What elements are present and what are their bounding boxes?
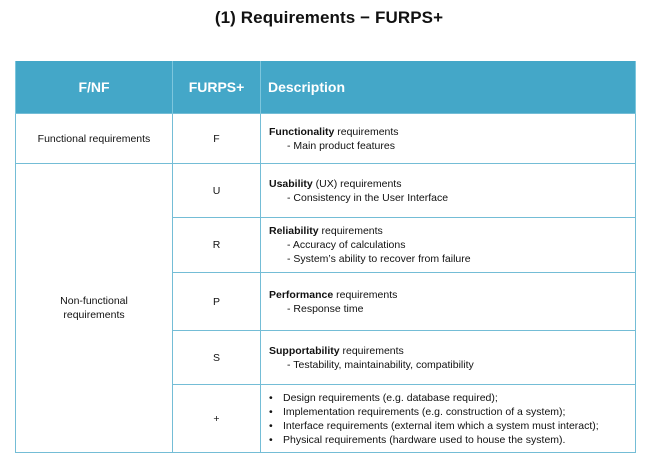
requirement-name: Performance	[269, 288, 334, 301]
requirement-name: Supportability	[269, 344, 340, 357]
furps-letter-plus: +	[173, 385, 261, 453]
description-performance	[261, 273, 636, 331]
requirement-suffix: requirements	[333, 288, 398, 301]
group-non-functional: Non-functional requirements	[16, 164, 173, 453]
list-item: • Physical requirements (hardware used to house the system).	[269, 433, 635, 447]
furps-letter-u: U	[173, 164, 261, 218]
header-furps: FURPS+	[173, 61, 261, 114]
requirement-suffix: requirements	[339, 344, 404, 357]
furps-letter-s: S	[173, 331, 261, 385]
list-item: • Design requirements (e.g. database required);	[269, 391, 635, 405]
sub-item: - Response time	[287, 302, 364, 315]
requirement-suffix: requirements	[318, 225, 383, 237]
sub-item: - Testability, maintainability, compatibility	[287, 358, 474, 371]
sub-item: - System’s ability to recover from failure	[287, 253, 471, 265]
description-functionality	[261, 114, 636, 164]
furps-letter-f: F	[173, 114, 261, 164]
header-fnf: F/NF	[16, 61, 173, 114]
group-functional: Functional requirements	[16, 114, 173, 164]
table-row-f	[16, 114, 636, 164]
list-item: • Interface requirements (external item which a system must interact);	[269, 419, 635, 433]
description-other	[261, 385, 636, 453]
other-requirements-list	[269, 391, 635, 447]
header-row	[16, 61, 636, 114]
list-item: • Implementation requirements (e.g. construction of a system);	[269, 405, 635, 419]
description-reliability	[261, 218, 636, 273]
requirement-suffix: (UX) requirements	[312, 177, 402, 190]
requirement-name: Reliability	[269, 225, 319, 237]
table-row-u	[16, 164, 636, 218]
furps-letter-p: P	[173, 273, 261, 331]
requirement-name: Usability	[269, 177, 313, 190]
furps-letter-r: R	[173, 218, 261, 273]
requirement-name: Functionality	[269, 125, 335, 138]
header-description: Description	[261, 61, 636, 114]
sub-item: - Main product features	[287, 139, 395, 152]
sub-item: - Consistency in the User Interface	[287, 191, 449, 204]
page-title: (1) Requirements − FURPS+	[214, 8, 444, 27]
furps-table	[15, 61, 636, 453]
description-usability	[261, 164, 636, 218]
sub-item: - Accuracy of calculations	[287, 239, 406, 251]
requirement-suffix: requirements	[334, 125, 399, 138]
description-supportability	[261, 331, 636, 385]
